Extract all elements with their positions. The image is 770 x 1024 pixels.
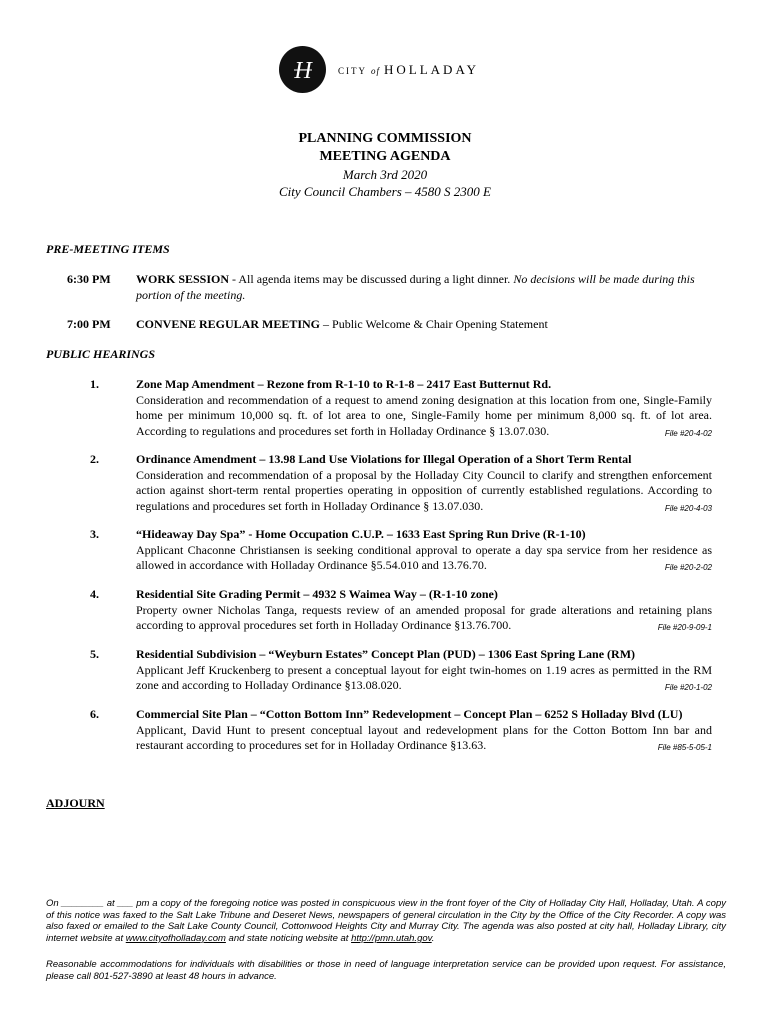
posting-notice xyxy=(46,898,726,944)
item-body xyxy=(136,707,712,756)
pre-meeting-item xyxy=(67,272,717,303)
file-number: File #20-9-09-1 xyxy=(657,623,712,632)
item-body xyxy=(136,527,712,576)
header-title-1: PLANNING COMMISSION xyxy=(298,131,472,146)
item-body xyxy=(136,377,712,441)
item-body xyxy=(136,452,712,516)
item-body xyxy=(136,647,712,696)
item-title: CONVENE REGULAR MEETING xyxy=(136,317,321,331)
notice-text: On ________ at ___ pm a copy of the foregoing notice was posted in conspicuous view in the front foyer of the City of Holladay City Hall, Holladay, Utah. A copy of this notice was faxed to the Salt Lake Tribune and Deseret News, newspapers of general circulation in the City by the Office of the City Recorder. A copy was also faxed or emailed to the Salt Lake County Council, Cottonwood Heights City and Murray City. The agenda was also posted at city hall, Holladay Library, city internet website at xyxy=(46,898,726,944)
item-text: Applicant Chaconne Christiansen is seeking conditional approval to operate a day spa service from her residence as allowed in accordance with Holladay Ordinance §5.54.010 and 13.76.70. xyxy=(136,542,712,572)
item-number: 4. xyxy=(90,587,99,601)
city-name xyxy=(338,62,479,78)
file-number: File #20-4-02 xyxy=(664,428,712,438)
item-number: 3. xyxy=(90,527,99,541)
file-number: File #20-4-03 xyxy=(664,503,712,513)
item-title: “Hideaway Day Spa” - Home Occupation C.U.P. – 1633 East Spring Run Drive (R-1-10) xyxy=(136,527,586,541)
pre-meeting-heading: PRE-MEETING ITEMS xyxy=(46,242,170,256)
hearing-item xyxy=(90,707,712,756)
file-number: File #85-5-05-1 xyxy=(657,743,712,752)
item-text: Consideration and recommendation of a request to amend zoning designation at this location from one, Single-Family home per minimum 10,000 sq. ft. of lot area to one, Single-Family home per minimum 8,000 sq. ft. of lot area. According to regulations and procedures set forth in Holladay Ordinance § 13.07.030. xyxy=(136,392,712,438)
item-time: 7:00 PM xyxy=(67,317,111,331)
pre-meeting-item xyxy=(67,317,717,333)
item-title: Residential Site Grading Permit – 4932 S Waimea Way – (R-1-10 zone) xyxy=(136,587,498,601)
item-text: Applicant, David Hunt to present conceptual layout and redevelopment plans for the Cotton Bottom Inn bar and restaurant according to procedures set for in Holladay Ordinance §13.63. xyxy=(136,722,712,752)
pmn-website-link[interactable]: http://pmn.utah.gov xyxy=(351,932,432,944)
hearing-item xyxy=(90,647,712,696)
item-note: No decisions will be made during this portion of the meeting. xyxy=(136,272,695,302)
meeting-location: City Council Chambers – 4580 S 2300 E xyxy=(279,184,491,199)
hearing-item xyxy=(90,587,712,636)
notice-end: . xyxy=(431,932,435,944)
item-text: Applicant Jeff Kruckenberg to present a conceptual layout for eight twin-homes on 1.19 acres as permitted in the RM zone and according to Holladay Ordinance §13.08.020. xyxy=(136,662,712,692)
holladay-word: HOLLADAY xyxy=(384,61,480,77)
item-number: 6. xyxy=(90,707,99,721)
item-description xyxy=(136,317,717,333)
item-title: WORK SESSION xyxy=(136,272,230,286)
item-title: Ordinance Amendment – 13.98 Land Use Violations for Illegal Operation of a Short Term Rental xyxy=(136,452,632,466)
monogram-letter: H xyxy=(293,57,312,84)
file-number: File #20-1-02 xyxy=(664,683,712,692)
city-monogram-icon xyxy=(279,46,326,93)
item-title: Residential Subdivision – “Weyburn Estates” Concept Plan (PUD) – 1306 East Spring Lane (RM) xyxy=(136,647,636,661)
item-title: Zone Map Amendment – Rezone from R-1-10 to R-1-8 – 2417 East Butternut Rd. xyxy=(136,377,552,391)
hearing-item xyxy=(90,527,712,576)
item-number: 1. xyxy=(90,377,99,391)
accommodation-notice: Reasonable accommodations for individuals with disabilities or those in need of language interpretation service can be provided upon request. For assistance, please call 801-527-3890 at least 48 hours in advance. xyxy=(46,959,726,982)
item-text: Property owner Nicholas Tanga, requests review of an amended proposal for grade alterations and retaining plans according to approval procedures set forth in Holladay Ordinance §13.76.700. xyxy=(136,602,712,632)
city-website-link[interactable]: www.cityofholladay.com xyxy=(125,932,226,944)
city-word: CITY xyxy=(338,65,367,76)
notice-mid-text: and state noticing website at xyxy=(225,932,352,944)
header-title-2: MEETING AGENDA xyxy=(319,149,451,164)
hearing-item xyxy=(90,377,712,441)
city-logo xyxy=(279,46,479,93)
item-text: - All agenda items may be discussed during a light dinner. xyxy=(229,272,514,286)
item-text: – Public Welcome & Chair Opening Statement xyxy=(320,317,548,331)
adjourn-heading: ADJOURN xyxy=(46,796,105,810)
item-text: Consideration and recommendation of a proposal by the Holladay City Council to clarify and strengthen enforcement action against short-term rental properties operating in opposition of currently established regulations. According to regulations and procedures set forth in Holladay Ordinance § 13.07.030. xyxy=(136,467,712,513)
meeting-date: March 3rd 2020 xyxy=(342,167,428,182)
hearing-item xyxy=(90,452,712,516)
item-description xyxy=(136,272,717,303)
item-number: 2. xyxy=(90,452,99,466)
item-number: 5. xyxy=(90,647,99,661)
item-title: Commercial Site Plan – “Cotton Bottom Inn” Redevelopment – Concept Plan – 6252 S Holladay Blvd (LU) xyxy=(136,707,683,721)
file-number: File #20-2-02 xyxy=(664,563,712,572)
of-word: of xyxy=(371,65,381,76)
item-body xyxy=(136,587,712,636)
item-time: 6:30 PM xyxy=(67,272,111,286)
public-hearings-heading: PUBLIC HEARINGS xyxy=(46,347,156,361)
agenda-header xyxy=(0,130,770,200)
